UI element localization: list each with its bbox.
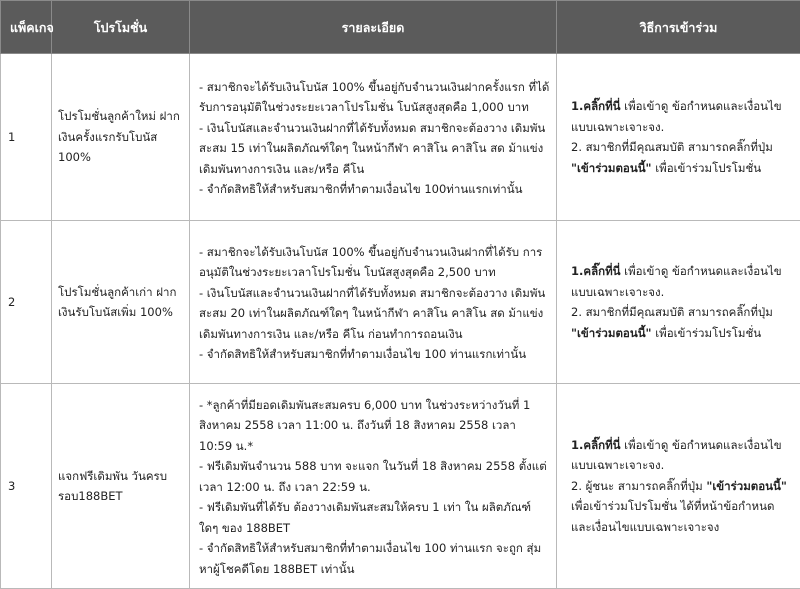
join-step-2-post: เพื่อเข้าร่วมโปรโมชั่น (652, 326, 762, 340)
click-here-link[interactable]: 1.คลิ๊กที่นี่ (571, 438, 621, 452)
join-step-1 (571, 261, 792, 302)
table-header-row (1, 1, 800, 54)
detail-line: - ฟรีเดิมพันที่ได้รับ ต้องวางเดิมพันสะสมให้ครบ 1 เท่า ใน ผลิตภัณฑ์ใดๆ ของ 188BET (199, 497, 550, 538)
join-step-2-post: เพื่อเข้าร่วมโปรโมชั่น ได้ที่หน้าข้อกำหนดและเงื่อนไขแบบเฉพาะเจาะจง (571, 499, 774, 534)
package-number: 2 (1, 221, 52, 384)
join-step-1-text: เพื่อเข้าดู ข้อกำหนดและเงื่อนไขแบบเฉพาะเจาะจง. (571, 438, 782, 473)
join-now-button-label[interactable]: "เข้าร่วมตอนนี้" (706, 479, 787, 493)
join-step-2-pre: 2. สมาชิกที่มีคุณสมบัติ สามารถคลิ๊กที่ปุ่ม (571, 140, 773, 154)
join-now-button-label[interactable]: "เข้าร่วมตอนนี้" (571, 326, 652, 340)
join-step-2-pre: 2. ผู้ชนะ สามารถคลิ๊กที่ปุ่ม (571, 479, 706, 493)
promotion-name: โปรโมชั่นลูกค้าใหม่ ฝากเงินครั้งแรกรับโบนัส 100% (52, 54, 190, 221)
detail-line: - เงินโบนัสและจำนวนเงินฝากที่ได้รับทั้งหมด สมาชิกจะต้องวาง เดิมพันสะสม 20 เท่าในผลิตภัณฑ์ใดๆ ในหน้ากีฬา คาสิโน คาสิโน สด ม้าแข่ง เดิมพันทางการเงิน และ/หรือ คีโน ก่อนทำการถอนเงิน (199, 283, 550, 345)
detail-line: - *ลูกค้าที่มียอดเดิมพันสะสมครบ 6,000 บาท ในช่วงระหว่างวันที่ 1 สิงหาคม 2558 เวลา 11:00 น. ถึงวันที่ 18 สิงหาคม 2558 เวลา 10:59 น.* (199, 395, 550, 457)
promotion-name: โปรโมชั่นลูกค้าเก่า ฝากเงินรับโบนัสเพิ่ม 100% (52, 221, 190, 384)
join-step-2 (571, 476, 792, 538)
detail-line: - จำกัดสิทธิให้สำหรับสมาชิกที่ทำตามเงื่อนไข 100 ท่านแรกเท่านั้น (199, 344, 550, 365)
join-step-2-pre: 2. สมาชิกที่มีคุณสมบัติ สามารถคลิ๊กที่ปุ่ม (571, 305, 773, 319)
join-step-1 (571, 96, 792, 137)
detail-line: - จำกัดสิทธิให้สำหรับสมาชิกที่ทำตามเงื่อนไข 100ท่านแรกเท่านั้น (199, 179, 550, 200)
table-row (1, 221, 800, 384)
join-step-2 (571, 137, 792, 178)
header-promotion: โปรโมชั่น (52, 1, 190, 54)
header-how-to-join: วิธีการเข้าร่วม (557, 1, 800, 54)
header-details: รายละเอียด (190, 1, 557, 54)
promotion-details (190, 54, 557, 221)
join-step-1 (571, 435, 792, 476)
package-number: 3 (1, 384, 52, 589)
detail-line: - เงินโบนัสและจำนวนเงินฝากที่ได้รับทั้งหมด สมาชิกจะต้องวาง เดิมพันสะสม 15 เท่าในผลิตภัณฑ์ใดๆ ในหน้ากีฬา คาสิโน คาสิโน สด ม้าแข่ง เดิมพันทางการเงิน และ/หรือ คีโน (199, 118, 550, 180)
detail-line: - สมาชิกจะได้รับเงินโบนัส 100% ขึ้นอยู่กับจำนวนเงินฝากครั้งแรก ที่ได้รับการอนุมัติในช่วงระยะเวลาโปรโมชั่น โบนัสสูงสุดคือ 1,000 บาท (199, 77, 550, 118)
header-package: แพ็คเกจ (1, 1, 52, 54)
promotion-details (190, 384, 557, 589)
promotion-details (190, 221, 557, 384)
join-step-1-text: เพื่อเข้าดู ข้อกำหนดและเงื่อนไขแบบเฉพาะเจาะจง. (571, 99, 782, 134)
table-row (1, 384, 800, 589)
join-step-2-post: เพื่อเข้าร่วมโปรโมชั่น (652, 161, 762, 175)
promotion-name: แจกฟรีเดิมพัน วันครบรอบ188BET (52, 384, 190, 589)
package-number: 1 (1, 54, 52, 221)
detail-line: - จำกัดสิทธิให้สำหรับสมาชิกที่ทำตามเงื่อนไข 100 ท่านแรก จะถูก สุ่มหาผู้โชคดีโดย 188BET เท่านั้น (199, 538, 550, 579)
how-to-join (557, 384, 800, 589)
join-now-button-label[interactable]: "เข้าร่วมตอนนี้" (571, 161, 652, 175)
table-row (1, 54, 800, 221)
click-here-link[interactable]: 1.คลิ๊กที่นี่ (571, 99, 621, 113)
how-to-join (557, 221, 800, 384)
click-here-link[interactable]: 1.คลิ๊กที่นี่ (571, 264, 621, 278)
join-step-1-text: เพื่อเข้าดู ข้อกำหนดและเงื่อนไขแบบเฉพาะเจาะจง. (571, 264, 782, 299)
detail-line: - ฟรีเดิมพันจำนวน 588 บาท จะแจก ในวันที่ 18 สิงหาคม 2558 ตั้งแต่เวลา 12:00 น. ถึง เวลา 22:59 น. (199, 456, 550, 497)
how-to-join (557, 54, 800, 221)
detail-line: - สมาชิกจะได้รับเงินโบนัส 100% ขึ้นอยู่กับจำนวนเงินฝากที่ได้รับ การอนุมัติในช่วงระยะเวลาโปรโมชั่น โบนัสสูงสุดคือ 2,500 บาท (199, 242, 550, 283)
join-step-2 (571, 302, 792, 343)
